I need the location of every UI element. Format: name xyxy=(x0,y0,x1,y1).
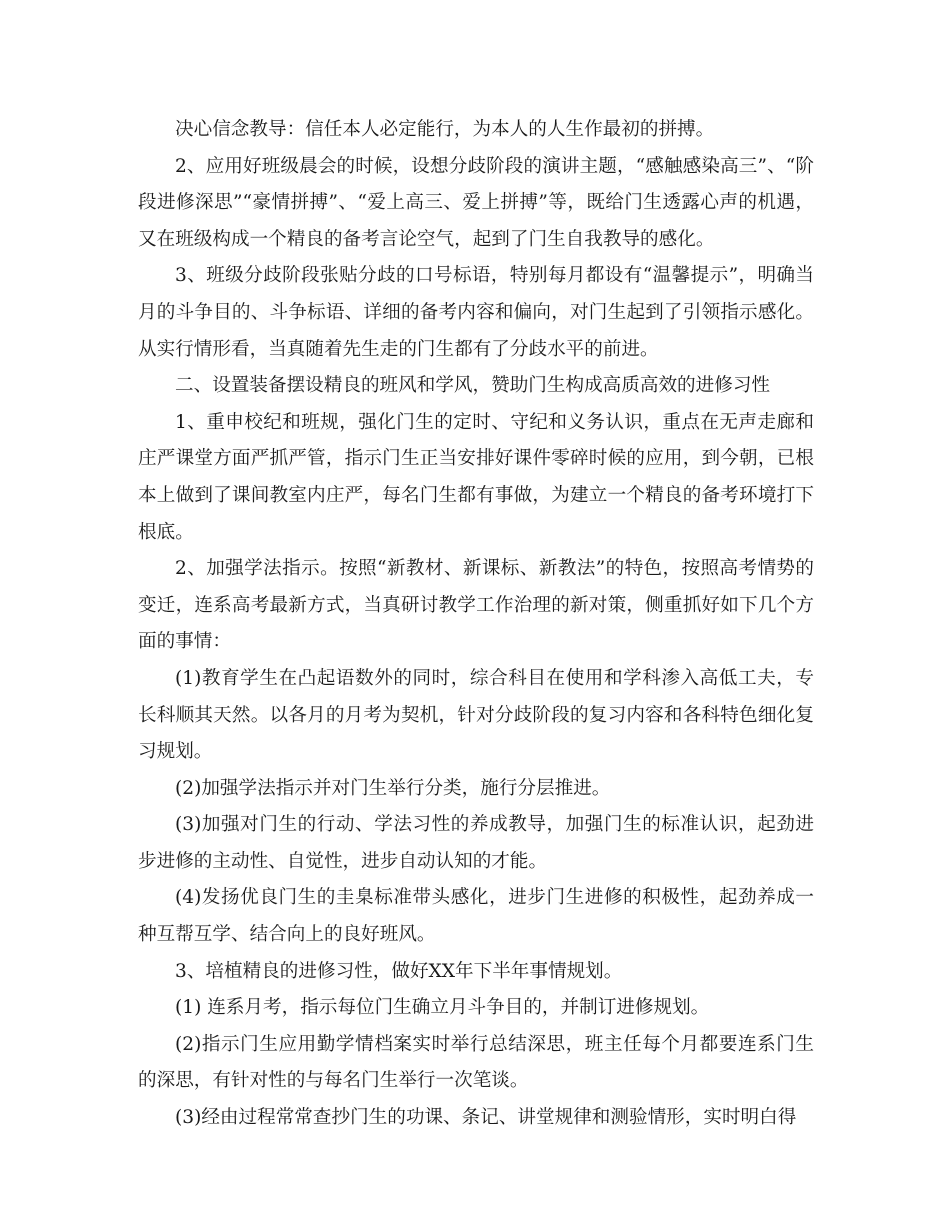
list-item: (2)指示门生应用勤学情档案实时举行总结深思，班主任每个月都要连系门生的深思，有针对性的与每名门生举行一次笔谈。 xyxy=(138,1033,814,1092)
paragraph: 3、班级分歧阶段张贴分歧的口号标语，特别每月都设有“温馨提示”，明确当月的斗争目的、斗争标语、详细的备考内容和偏向，对门生起到了引领指示感化。从实行情形看，当真随着先生走的门生都有了分歧水平的前进。 xyxy=(138,265,814,360)
paragraph: 2、加强学法指示。按照“新教材、新课标、新教法”的特色，按照高考情势的变迁，连系高考最新方式，当真研讨教学工作治理的新对策，侧重抓好如下几个方面的事情： xyxy=(138,558,814,653)
section-heading: 二、设置装备摆设精良的班风和学风，赞助门生构成高质高效的进修习性 xyxy=(175,375,771,397)
list-item: (1)教育学生在凸起语数外的同时，综合科目在使用和学科渗入高低工夫，专长科顺其天然。以各月的月考为契机，针对分歧阶段的复习内容和各科特色细化复习规划。 xyxy=(138,667,814,763)
list-item: (3)加强对门生的行动、学法习性的养成教导，加强门生的标准认识，起劲进步进修的主动性、自觉性，进步自动认知的才能。 xyxy=(138,814,814,872)
list-item: (2)加强学法指示并对门生举行分类，施行分层推进。 xyxy=(175,777,611,799)
list-item: (4)发扬优良门生的圭臬标准带头感化，进步门生进修的积极性，起劲养成一种互帮互学、结合向上的良好班风。 xyxy=(138,887,814,946)
paragraph: 3、培植精良的进修习性，做好XX年下半年事情规划。 xyxy=(175,960,623,982)
paragraph: 2、应用好班级晨会的时候，设想分歧阶段的演讲主题，“感触感染高三”、“阶段进修深思”“豪情拼搏”、“爱上高三、爱上拼搏”等，既给门生透露心声的机遇，又在班级构成一个精良的备考言论空气，起到了门生自我教导的感化。 xyxy=(138,155,814,250)
paragraph: 1、重申校纪和班规，强化门生的定时、守纪和义务认识，重点在无声走廊和庄严课堂方面严抓严管，指示门生正当安排好课件零碎时候的应用，到今朝，已根本上做到了课间教室内庄严，每名门生都有事做，为建立一个精良的备考环境打下根底。 xyxy=(138,411,814,543)
list-item: (1) 连系月考，指示每位门生确立月斗争目的，并制订进修规划。 xyxy=(175,997,710,1019)
document-body xyxy=(138,112,814,1137)
list-item: (3)经由过程常常查抄门生的功课、条记、讲堂规律和测验情形，实时明白得 xyxy=(175,1107,797,1129)
paragraph: 决心信念教导：信任本人必定能行，为本人的人生作最初的拼搏。 xyxy=(175,119,715,140)
